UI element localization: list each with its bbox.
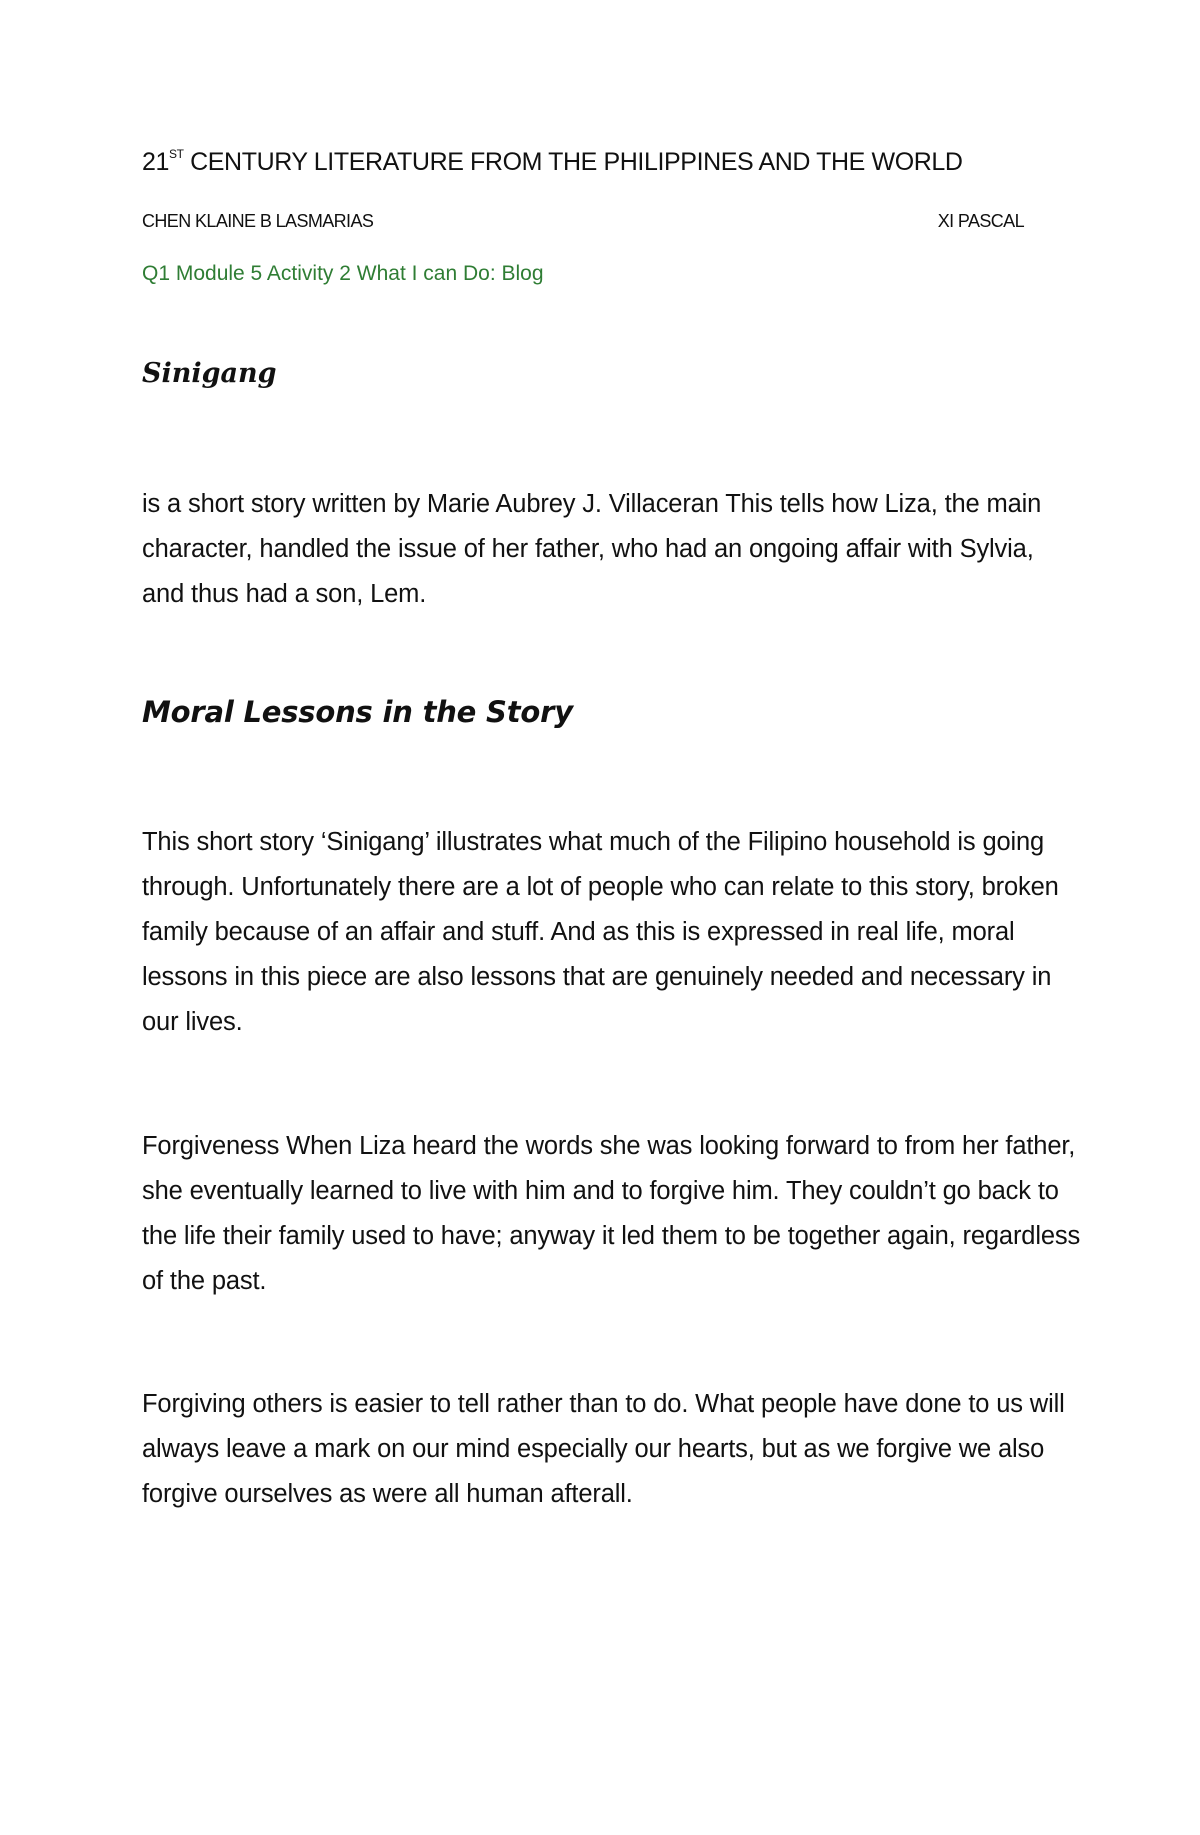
student-section: XI PASCAL (937, 211, 1024, 231)
moral-lessons-paragraph-3: Forgiving others is easier to tell rather than to do. What people have done to us will always leave a mark on our mind especially our hearts, but as we forgive we also forgive ourselves as were all human afterall. (142, 1390, 1065, 1508)
moral-lessons-heading: Moral Lessons in the Story (142, 695, 573, 729)
activity-label: Q1 Module 5 Activity 2 What I can Do: Blog (142, 262, 544, 285)
course-title-prefix: 21 (142, 148, 170, 176)
course-title (142, 145, 1082, 179)
moral-lessons-paragraph-1: This short story ‘Sinigang’ illustrates what much of the Filipino household is going through. Unfortunately there are a lot of people who can relate to this story, broken family because of an affair and stuff. And as this is expressed in real life, moral lessons in this piece are also lessons that are genuinely needed and necessary in our lives. (142, 828, 1059, 1036)
story-title: Sinigang (142, 358, 277, 389)
student-info-row (142, 208, 1024, 234)
student-name: CHEN KLAINE B LASMARIAS (142, 211, 374, 231)
story-intro-paragraph: is a short story written by Marie Aubrey J. Villaceran This tells how Liza, the main character, handled the issue of her father, who had an ongoing affair with Sylvia, and thus had a son, Lem. (142, 490, 1042, 608)
course-title-superscript: ST (169, 147, 184, 161)
course-title-rest: CENTURY LITERATURE FROM THE PHILIPPINES AND THE WORLD (183, 148, 963, 176)
moral-lessons-paragraph-2: Forgiveness When Liza heard the words she was looking forward to from her father, she eventually learned to live with him and to forgive him. They couldn’t go back to the life their family used to have; anyway it led them to be together again, regardless of the past. (142, 1132, 1081, 1295)
